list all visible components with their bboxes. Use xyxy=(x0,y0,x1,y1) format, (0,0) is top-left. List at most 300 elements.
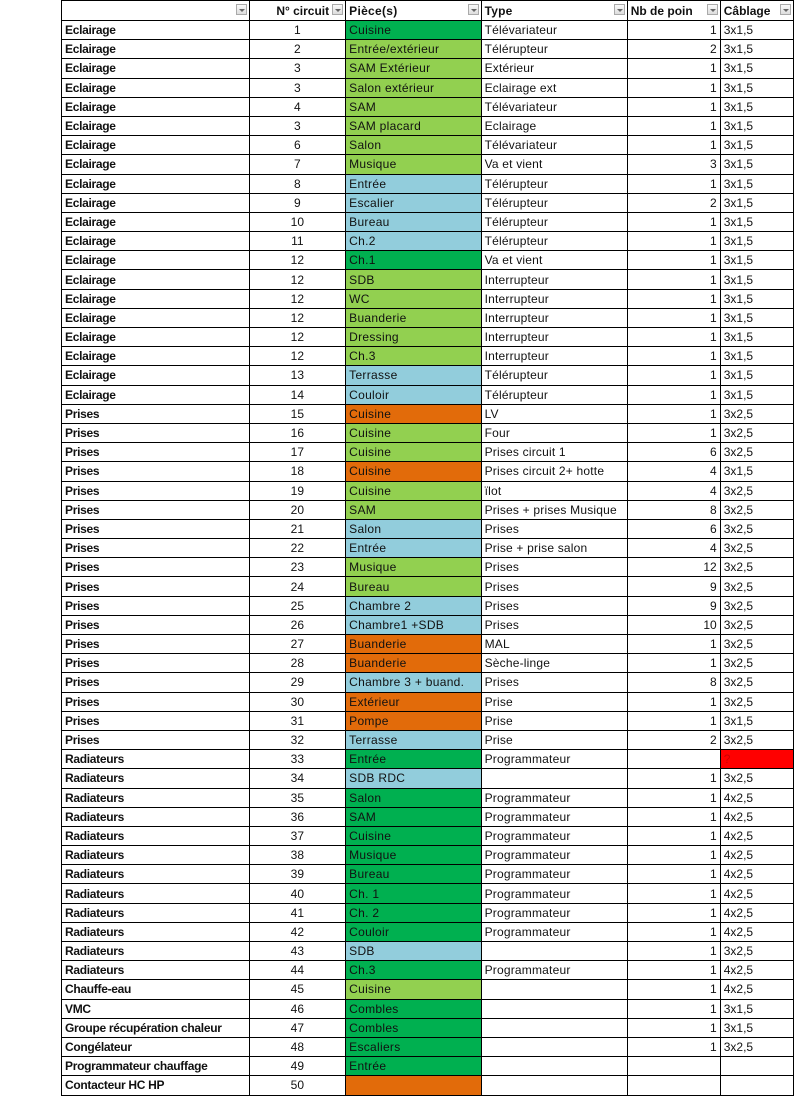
filter-dropdown-icon[interactable] xyxy=(614,4,625,15)
cablage-cell[interactable]: 3x2,5 xyxy=(720,769,793,788)
type-cell[interactable]: Prises xyxy=(481,558,627,577)
type-cell[interactable]: Prises + prises Musique xyxy=(481,500,627,519)
circuit-cell[interactable]: 16 xyxy=(249,423,346,442)
type-cell[interactable]: Télévariateur xyxy=(481,21,627,40)
category-cell[interactable]: Prises xyxy=(62,577,250,596)
category-cell[interactable]: Eclairage xyxy=(62,270,250,289)
piece-cell[interactable]: Pompe xyxy=(346,711,481,730)
piece-cell[interactable]: SDB xyxy=(346,270,481,289)
cablage-cell[interactable]: 3x2,5 xyxy=(720,730,793,749)
type-cell[interactable]: Prise xyxy=(481,692,627,711)
nb-points-cell[interactable]: 1 xyxy=(627,865,720,884)
piece-cell[interactable]: Bureau xyxy=(346,577,481,596)
circuit-cell[interactable]: 15 xyxy=(249,404,346,423)
cablage-cell[interactable]: 3x1,5 xyxy=(720,385,793,404)
category-cell[interactable]: Prises xyxy=(62,711,250,730)
category-cell[interactable]: Contacteur HC HP xyxy=(62,1076,250,1095)
nb-points-cell[interactable]: 1 xyxy=(627,423,720,442)
category-cell[interactable]: Prises xyxy=(62,692,250,711)
piece-cell[interactable]: SAM Extérieur xyxy=(346,59,481,78)
piece-cell[interactable]: Bureau xyxy=(346,212,481,231)
circuit-cell[interactable]: 39 xyxy=(249,865,346,884)
piece-cell[interactable]: Entrée xyxy=(346,174,481,193)
header-circuit[interactable] xyxy=(249,1,346,21)
piece-cell[interactable]: Ch.1 xyxy=(346,251,481,270)
filter-dropdown-icon[interactable] xyxy=(780,4,791,15)
nb-points-cell[interactable]: 1 xyxy=(627,1018,720,1037)
cablage-cell[interactable]: 3x1,5 xyxy=(720,212,793,231)
category-cell[interactable]: Eclairage xyxy=(62,59,250,78)
category-cell[interactable]: Radiateurs xyxy=(62,865,250,884)
type-cell[interactable]: Programmateur xyxy=(481,903,627,922)
type-cell[interactable]: Interrupteur xyxy=(481,289,627,308)
cablage-cell[interactable]: 4x2,5 xyxy=(720,788,793,807)
category-cell[interactable]: Eclairage xyxy=(62,21,250,40)
category-cell[interactable]: Eclairage xyxy=(62,40,250,59)
cablage-cell[interactable]: 4x2,5 xyxy=(720,980,793,999)
nb-points-cell[interactable]: 9 xyxy=(627,596,720,615)
type-cell[interactable] xyxy=(481,942,627,961)
type-cell[interactable]: Télérupteur xyxy=(481,174,627,193)
category-cell[interactable]: Radiateurs xyxy=(62,884,250,903)
circuit-cell[interactable]: 12 xyxy=(249,308,346,327)
cablage-cell[interactable]: 3x1,5 xyxy=(720,155,793,174)
type-cell[interactable]: Programmateur xyxy=(481,884,627,903)
category-cell[interactable]: Eclairage xyxy=(62,193,250,212)
circuit-cell[interactable]: 46 xyxy=(249,999,346,1018)
type-cell[interactable] xyxy=(481,1037,627,1056)
type-cell[interactable]: Télévariateur xyxy=(481,136,627,155)
circuit-cell[interactable]: 25 xyxy=(249,596,346,615)
circuit-cell[interactable]: 42 xyxy=(249,922,346,941)
filter-dropdown-icon[interactable] xyxy=(707,4,718,15)
type-cell[interactable]: Prises xyxy=(481,615,627,634)
piece-cell[interactable]: Chambre 3 + buand. xyxy=(346,673,481,692)
piece-cell[interactable]: Entrée xyxy=(346,750,481,769)
filter-dropdown-icon[interactable] xyxy=(236,4,247,15)
category-cell[interactable]: Prises xyxy=(62,423,250,442)
nb-points-cell[interactable]: 1 xyxy=(627,807,720,826)
circuit-cell[interactable]: 28 xyxy=(249,654,346,673)
nb-points-cell[interactable]: 1 xyxy=(627,692,720,711)
type-cell[interactable]: LV xyxy=(481,404,627,423)
category-cell[interactable]: Prises xyxy=(62,481,250,500)
circuit-cell[interactable]: 43 xyxy=(249,942,346,961)
circuit-cell[interactable]: 2 xyxy=(249,40,346,59)
cablage-cell[interactable]: 3x1,5 xyxy=(720,232,793,251)
cablage-cell[interactable]: 3x1,5 xyxy=(720,999,793,1018)
type-cell[interactable] xyxy=(481,1057,627,1076)
piece-cell[interactable]: Ch.3 xyxy=(346,347,481,366)
circuit-cell[interactable]: 35 xyxy=(249,788,346,807)
nb-points-cell[interactable]: 1 xyxy=(627,116,720,135)
category-cell[interactable]: Eclairage xyxy=(62,289,250,308)
circuit-cell[interactable]: 38 xyxy=(249,846,346,865)
category-cell[interactable]: Prises xyxy=(62,462,250,481)
nb-points-cell[interactable]: 1 xyxy=(627,347,720,366)
circuit-cell[interactable]: 10 xyxy=(249,212,346,231)
header-cablage[interactable] xyxy=(720,1,793,21)
circuit-cell[interactable]: 4 xyxy=(249,97,346,116)
type-cell[interactable]: Eclairage ext xyxy=(481,78,627,97)
category-cell[interactable]: Radiateurs xyxy=(62,826,250,845)
type-cell[interactable]: Programmateur xyxy=(481,826,627,845)
circuit-cell[interactable]: 32 xyxy=(249,730,346,749)
type-cell[interactable] xyxy=(481,980,627,999)
cablage-cell[interactable]: 3x1,5 xyxy=(720,289,793,308)
nb-points-cell[interactable]: 1 xyxy=(627,711,720,730)
cablage-cell[interactable]: 3x1,5 xyxy=(720,366,793,385)
category-cell[interactable]: Radiateurs xyxy=(62,903,250,922)
nb-points-cell[interactable]: 1 xyxy=(627,1037,720,1056)
cablage-cell[interactable]: 4x2,5 xyxy=(720,961,793,980)
category-cell[interactable]: Groupe récupération chaleur xyxy=(62,1018,250,1037)
nb-points-cell[interactable]: 1 xyxy=(627,846,720,865)
piece-cell[interactable]: Chambre 2 xyxy=(346,596,481,615)
type-cell[interactable]: Télérupteur xyxy=(481,193,627,212)
type-cell[interactable]: Extérieur xyxy=(481,59,627,78)
category-cell[interactable]: Radiateurs xyxy=(62,769,250,788)
nb-points-cell[interactable]: 1 xyxy=(627,788,720,807)
cablage-cell[interactable]: 4x2,5 xyxy=(720,903,793,922)
type-cell[interactable]: Programmateur xyxy=(481,922,627,941)
category-cell[interactable]: Prises xyxy=(62,539,250,558)
cablage-cell[interactable]: 3x1,5 xyxy=(720,136,793,155)
nb-points-cell[interactable]: 1 xyxy=(627,980,720,999)
piece-cell[interactable]: Terrasse xyxy=(346,366,481,385)
category-cell[interactable]: Radiateurs xyxy=(62,750,250,769)
nb-points-cell[interactable]: 8 xyxy=(627,500,720,519)
nb-points-cell[interactable]: 1 xyxy=(627,366,720,385)
nb-points-cell[interactable]: 8 xyxy=(627,673,720,692)
piece-cell[interactable]: Ch.2 xyxy=(346,232,481,251)
cablage-cell[interactable]: 3x2,5 xyxy=(720,577,793,596)
nb-points-cell[interactable]: 1 xyxy=(627,922,720,941)
piece-cell[interactable]: Ch.3 xyxy=(346,961,481,980)
circuit-cell[interactable]: 33 xyxy=(249,750,346,769)
type-cell[interactable]: Prise xyxy=(481,730,627,749)
circuit-cell[interactable]: 24 xyxy=(249,577,346,596)
cablage-cell[interactable]: 3x2,5 xyxy=(720,635,793,654)
circuit-cell[interactable]: 36 xyxy=(249,807,346,826)
circuit-cell[interactable]: 12 xyxy=(249,270,346,289)
nb-points-cell[interactable] xyxy=(627,1057,720,1076)
circuit-cell[interactable]: 23 xyxy=(249,558,346,577)
nb-points-cell[interactable]: 1 xyxy=(627,961,720,980)
type-cell[interactable]: MAL xyxy=(481,635,627,654)
circuit-cell[interactable]: 37 xyxy=(249,826,346,845)
nb-points-cell[interactable]: 2 xyxy=(627,40,720,59)
nb-points-cell[interactable]: 6 xyxy=(627,519,720,538)
category-cell[interactable]: Eclairage xyxy=(62,251,250,270)
piece-cell[interactable]: Cuisine xyxy=(346,481,481,500)
nb-points-cell[interactable]: 1 xyxy=(627,308,720,327)
cablage-cell[interactable]: 3x1,5 xyxy=(720,174,793,193)
type-cell[interactable]: Programmateur xyxy=(481,865,627,884)
category-cell[interactable]: Radiateurs xyxy=(62,846,250,865)
type-cell[interactable]: Va et vient xyxy=(481,155,627,174)
piece-cell[interactable]: SAM placard xyxy=(346,116,481,135)
nb-points-cell[interactable]: 1 xyxy=(627,251,720,270)
type-cell[interactable] xyxy=(481,1076,627,1095)
type-cell[interactable]: Télérupteur xyxy=(481,366,627,385)
type-cell[interactable]: Prise xyxy=(481,711,627,730)
category-cell[interactable]: Eclairage xyxy=(62,232,250,251)
cablage-cell[interactable]: 3x1,5 xyxy=(720,462,793,481)
nb-points-cell[interactable]: 2 xyxy=(627,193,720,212)
circuit-cell[interactable]: 7 xyxy=(249,155,346,174)
category-cell[interactable]: VMC xyxy=(62,999,250,1018)
circuit-cell[interactable]: 20 xyxy=(249,500,346,519)
piece-cell[interactable]: Couloir xyxy=(346,385,481,404)
category-cell[interactable]: Prises xyxy=(62,519,250,538)
category-cell[interactable]: Prises xyxy=(62,615,250,634)
cablage-cell[interactable]: 4x2,5 xyxy=(720,846,793,865)
category-cell[interactable]: Prises xyxy=(62,635,250,654)
piece-cell[interactable]: Escalier xyxy=(346,193,481,212)
nb-points-cell[interactable]: 1 xyxy=(627,174,720,193)
category-cell[interactable]: Eclairage xyxy=(62,136,250,155)
category-cell[interactable]: Eclairage xyxy=(62,155,250,174)
piece-cell[interactable]: Buanderie xyxy=(346,308,481,327)
type-cell[interactable]: Interrupteur xyxy=(481,328,627,347)
piece-cell[interactable]: Cuisine xyxy=(346,404,481,423)
category-cell[interactable]: Prises xyxy=(62,558,250,577)
type-cell[interactable]: Interrupteur xyxy=(481,347,627,366)
type-cell[interactable]: Sèche-linge xyxy=(481,654,627,673)
cablage-cell[interactable]: 3x2,5 xyxy=(720,481,793,500)
cablage-cell[interactable]: 3x2,5 xyxy=(720,692,793,711)
piece-cell[interactable]: Dressing xyxy=(346,328,481,347)
piece-cell[interactable]: Entrée xyxy=(346,539,481,558)
category-cell[interactable]: Prises xyxy=(62,443,250,462)
cablage-cell[interactable] xyxy=(720,1057,793,1076)
category-cell[interactable]: Prises xyxy=(62,500,250,519)
cablage-cell[interactable]: ? xyxy=(720,750,793,769)
cablage-cell[interactable]: 3x1,5 xyxy=(720,711,793,730)
piece-cell[interactable]: Combles xyxy=(346,1018,481,1037)
nb-points-cell[interactable]: 1 xyxy=(627,328,720,347)
category-cell[interactable]: Eclairage xyxy=(62,116,250,135)
nb-points-cell[interactable]: 6 xyxy=(627,443,720,462)
piece-cell[interactable]: Combles xyxy=(346,999,481,1018)
circuit-cell[interactable]: 17 xyxy=(249,443,346,462)
nb-points-cell[interactable] xyxy=(627,750,720,769)
piece-cell[interactable]: Buanderie xyxy=(346,635,481,654)
category-cell[interactable]: Prises xyxy=(62,673,250,692)
type-cell[interactable]: Télérupteur xyxy=(481,212,627,231)
circuit-cell[interactable]: 44 xyxy=(249,961,346,980)
nb-points-cell[interactable]: 3 xyxy=(627,155,720,174)
category-cell[interactable]: Eclairage xyxy=(62,308,250,327)
nb-points-cell[interactable] xyxy=(627,1076,720,1095)
circuit-cell[interactable]: 13 xyxy=(249,366,346,385)
cablage-cell[interactable]: 4x2,5 xyxy=(720,922,793,941)
type-cell[interactable]: Programmateur xyxy=(481,750,627,769)
type-cell[interactable]: Va et vient xyxy=(481,251,627,270)
cablage-cell[interactable]: 3x1,5 xyxy=(720,347,793,366)
type-cell[interactable]: Programmateur xyxy=(481,846,627,865)
cablage-cell[interactable]: 3x2,5 xyxy=(720,443,793,462)
cablage-cell[interactable]: 3x2,5 xyxy=(720,404,793,423)
piece-cell[interactable]: SAM xyxy=(346,807,481,826)
nb-points-cell[interactable]: 1 xyxy=(627,212,720,231)
category-cell[interactable]: Radiateurs xyxy=(62,922,250,941)
cablage-cell[interactable]: 3x1,5 xyxy=(720,1018,793,1037)
nb-points-cell[interactable]: 10 xyxy=(627,615,720,634)
category-cell[interactable]: Eclairage xyxy=(62,366,250,385)
circuit-cell[interactable]: 12 xyxy=(249,347,346,366)
category-cell[interactable]: Eclairage xyxy=(62,212,250,231)
circuit-cell[interactable]: 18 xyxy=(249,462,346,481)
type-cell[interactable]: Prises xyxy=(481,519,627,538)
category-cell[interactable]: Radiateurs xyxy=(62,942,250,961)
category-cell[interactable]: Eclairage xyxy=(62,97,250,116)
cablage-cell[interactable]: 3x1,5 xyxy=(720,21,793,40)
type-cell[interactable]: Four xyxy=(481,423,627,442)
piece-cell[interactable]: Salon xyxy=(346,136,481,155)
type-cell[interactable]: Prises xyxy=(481,577,627,596)
piece-cell[interactable]: Musique xyxy=(346,846,481,865)
nb-points-cell[interactable]: 1 xyxy=(627,884,720,903)
circuit-cell[interactable]: 22 xyxy=(249,539,346,558)
circuit-cell[interactable]: 27 xyxy=(249,635,346,654)
piece-cell[interactable]: Cuisine xyxy=(346,443,481,462)
nb-points-cell[interactable]: 1 xyxy=(627,97,720,116)
cablage-cell[interactable]: 4x2,5 xyxy=(720,807,793,826)
circuit-cell[interactable]: 48 xyxy=(249,1037,346,1056)
cablage-cell[interactable]: 3x1,5 xyxy=(720,78,793,97)
header-nb-points[interactable] xyxy=(627,1,720,21)
nb-points-cell[interactable]: 1 xyxy=(627,654,720,673)
cablage-cell[interactable]: 3x2,5 xyxy=(720,539,793,558)
circuit-cell[interactable]: 41 xyxy=(249,903,346,922)
category-cell[interactable]: Prises xyxy=(62,404,250,423)
piece-cell[interactable]: Cuisine xyxy=(346,462,481,481)
cablage-cell[interactable]: 3x2,5 xyxy=(720,654,793,673)
nb-points-cell[interactable]: 1 xyxy=(627,270,720,289)
category-cell[interactable]: Eclairage xyxy=(62,174,250,193)
cablage-cell[interactable]: 3x2,5 xyxy=(720,423,793,442)
header-pieces[interactable] xyxy=(346,1,481,21)
nb-points-cell[interactable]: 1 xyxy=(627,78,720,97)
nb-points-cell[interactable]: 9 xyxy=(627,577,720,596)
category-cell[interactable]: Radiateurs xyxy=(62,961,250,980)
nb-points-cell[interactable]: 1 xyxy=(627,635,720,654)
cablage-cell[interactable]: 3x2,5 xyxy=(720,615,793,634)
piece-cell[interactable]: Cuisine xyxy=(346,826,481,845)
nb-points-cell[interactable]: 1 xyxy=(627,136,720,155)
type-cell[interactable] xyxy=(481,1018,627,1037)
piece-cell[interactable]: Chambre1 +SDB xyxy=(346,615,481,634)
type-cell[interactable]: Prise + prise salon xyxy=(481,539,627,558)
nb-points-cell[interactable]: 1 xyxy=(627,999,720,1018)
piece-cell[interactable]: Salon xyxy=(346,519,481,538)
circuit-cell[interactable]: 34 xyxy=(249,769,346,788)
cablage-cell[interactable]: 3x1,5 xyxy=(720,97,793,116)
category-cell[interactable]: Prises xyxy=(62,730,250,749)
piece-cell[interactable]: Salon xyxy=(346,788,481,807)
type-cell[interactable]: ïlot xyxy=(481,481,627,500)
nb-points-cell[interactable]: 2 xyxy=(627,730,720,749)
header-type[interactable] xyxy=(481,1,627,21)
circuit-cell[interactable]: 14 xyxy=(249,385,346,404)
circuit-cell[interactable]: 21 xyxy=(249,519,346,538)
cablage-cell[interactable]: 3x1,5 xyxy=(720,308,793,327)
piece-cell[interactable]: Terrasse xyxy=(346,730,481,749)
circuit-cell[interactable]: 40 xyxy=(249,884,346,903)
circuit-cell[interactable]: 12 xyxy=(249,328,346,347)
cablage-cell[interactable]: 3x2,5 xyxy=(720,500,793,519)
circuit-cell[interactable]: 45 xyxy=(249,980,346,999)
category-cell[interactable]: Eclairage xyxy=(62,328,250,347)
type-cell[interactable]: Interrupteur xyxy=(481,308,627,327)
category-cell[interactable]: Congélateur xyxy=(62,1037,250,1056)
piece-cell[interactable]: Salon extérieur xyxy=(346,78,481,97)
type-cell[interactable]: Prises xyxy=(481,673,627,692)
cablage-cell[interactable]: 3x1,5 xyxy=(720,40,793,59)
type-cell[interactable]: Programmateur xyxy=(481,961,627,980)
circuit-cell[interactable]: 6 xyxy=(249,136,346,155)
piece-cell[interactable]: Couloir xyxy=(346,922,481,941)
category-cell[interactable]: Eclairage xyxy=(62,78,250,97)
cablage-cell[interactable]: 3x2,5 xyxy=(720,1037,793,1056)
category-cell[interactable]: Prises xyxy=(62,596,250,615)
type-cell[interactable]: Programmateur xyxy=(481,807,627,826)
nb-points-cell[interactable]: 1 xyxy=(627,289,720,308)
type-cell[interactable]: Prises circuit 2+ hotte xyxy=(481,462,627,481)
piece-cell[interactable]: Escaliers xyxy=(346,1037,481,1056)
nb-points-cell[interactable]: 1 xyxy=(627,826,720,845)
cablage-cell[interactable]: 4x2,5 xyxy=(720,826,793,845)
circuit-cell[interactable]: 26 xyxy=(249,615,346,634)
nb-points-cell[interactable]: 1 xyxy=(627,232,720,251)
type-cell[interactable] xyxy=(481,769,627,788)
piece-cell[interactable]: WC xyxy=(346,289,481,308)
piece-cell[interactable]: Cuisine xyxy=(346,423,481,442)
nb-points-cell[interactable]: 1 xyxy=(627,769,720,788)
nb-points-cell[interactable]: 1 xyxy=(627,404,720,423)
type-cell[interactable]: Télérupteur xyxy=(481,40,627,59)
type-cell[interactable]: Eclairage xyxy=(481,116,627,135)
piece-cell[interactable]: SAM xyxy=(346,97,481,116)
circuit-cell[interactable]: 1 xyxy=(249,21,346,40)
cablage-cell[interactable]: 3x2,5 xyxy=(720,596,793,615)
cablage-cell[interactable]: 4x2,5 xyxy=(720,865,793,884)
category-cell[interactable]: Radiateurs xyxy=(62,788,250,807)
type-cell[interactable]: Télévariateur xyxy=(481,97,627,116)
nb-points-cell[interactable]: 4 xyxy=(627,462,720,481)
piece-cell[interactable]: Cuisine xyxy=(346,21,481,40)
piece-cell[interactable]: Entrée xyxy=(346,1057,481,1076)
category-cell[interactable]: Programmateur chauffage xyxy=(62,1057,250,1076)
nb-points-cell[interactable]: 1 xyxy=(627,903,720,922)
circuit-cell[interactable]: 49 xyxy=(249,1057,346,1076)
piece-cell[interactable] xyxy=(346,1076,481,1095)
piece-cell[interactable]: Cuisine xyxy=(346,980,481,999)
piece-cell[interactable]: Musique xyxy=(346,155,481,174)
nb-points-cell[interactable]: 1 xyxy=(627,59,720,78)
piece-cell[interactable]: SDB xyxy=(346,942,481,961)
type-cell[interactable]: Interrupteur xyxy=(481,270,627,289)
cablage-cell[interactable]: 4x2,5 xyxy=(720,884,793,903)
circuit-cell[interactable]: 3 xyxy=(249,59,346,78)
circuit-cell[interactable]: 12 xyxy=(249,251,346,270)
category-cell[interactable]: Eclairage xyxy=(62,385,250,404)
cablage-cell[interactable]: 3x1,5 xyxy=(720,251,793,270)
piece-cell[interactable]: SDB RDC xyxy=(346,769,481,788)
header-category[interactable] xyxy=(62,1,250,21)
